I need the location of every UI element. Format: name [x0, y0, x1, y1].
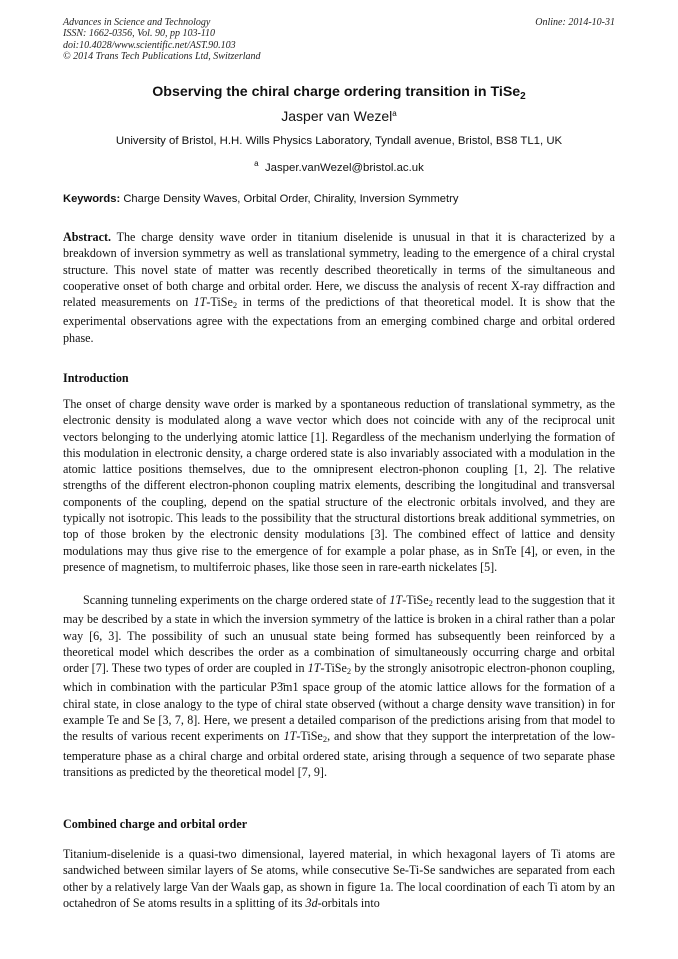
section-heading-combined-order: Combined charge and orbital order	[63, 817, 248, 831]
paragraph-text: -TiSe	[320, 661, 347, 676]
keywords-label: Keywords:	[63, 193, 121, 205]
paragraph-subscript: 2	[346, 666, 352, 677]
email-text: Jasper.vanWezel@bristol.ac.uk	[264, 162, 424, 174]
paragraph-math: 1T	[307, 661, 321, 676]
paper-title	[0, 84, 678, 102]
paragraph-math: 3d	[305, 895, 318, 910]
paragraph-text: -orbitals into	[317, 895, 380, 910]
abstract-text: -TiSe	[206, 295, 233, 310]
author-name	[0, 108, 678, 124]
abstract-text: in terms of the predictions of that theoretical model. It is show that the experimental observations agree with the expectations from an emerging combined charge and orbital ordered phase.	[63, 295, 615, 345]
email-mark: a	[254, 159, 259, 168]
title-subscript: 2	[520, 91, 526, 102]
paragraph-text: -TiSe	[296, 729, 323, 744]
keywords-text: Charge Density Waves, Orbital Order, Chirality, Inversion Symmetry	[123, 193, 459, 205]
copyright-line: © 2014 Trans Tech Publications Ltd, Switzerland	[63, 51, 261, 63]
paragraph-text: recently lead to the suggestion that it may be described by a state in which the inversion symmetry of the lattice is broken in a chiral rather than a polar way [6, 3]. The possibility of such an unusual state being formed has subsequently been reinforced by a theoretical model which describes the order as a combination of simultaneously occurring charge and orbital order [7]. These two types of order are coupled in	[63, 593, 615, 676]
online-date: Online: 2014-10-31	[535, 17, 615, 28]
author-mark: a	[392, 109, 397, 118]
paragraph-math: 1T	[283, 729, 297, 744]
title-text: Observing the chiral charge ordering transition in TiSe	[152, 84, 521, 100]
journal-header	[63, 17, 261, 63]
introduction-paragraph-1: The onset of charge density wave order is marked by a spontaneous reduction of translational symmetry, as the electronic density is modulated along a wave vector which does not coincide with any of the reciprocal unit vectors belonging to the underlying atomic lattice [1]. Regardless of the mechanism underlying the formation of this modulation in electronic density, a charge ordered state is also invariably associated with a modulation in the atomic lattice positions themselves, due to the omnipresent electron-phonon coupling [1, 2]. The relative strengths of the different electron-phonon coupling matrix elements, describing the longitudinal and transversal components of the coupling, depend on the spatial structure of the electronic orbitals involved, and they are typically not isotropic. This leads to the possibility that the structural distortions break additional symmetries, on top of those broken by the electronic density modulations [3]. The combined effect of lattice and density modulations may thus give rise to the emergence of for example a polar phase, as in SnTe [4], or even, in the presence of magnetism, to multiferroic phases, like those seen in rare-earth nickelates [5].	[63, 397, 615, 574]
abstract-subscript: 2	[232, 300, 238, 311]
section-heading-introduction: Introduction	[63, 371, 129, 385]
issn-line: ISSN: 1662-0356, Vol. 90, pp 103-110	[63, 28, 216, 40]
doi-line: doi:10.4028/www.scientific.net/AST.90.103	[63, 39, 236, 51]
abstract-text: The charge density wave order in titanium diselenide is unusual in that it is characterized by a breakdown of inversion symmetry as well as translational symmetry, leading to the emergence of a chiral crystal structure. This novel state of matter was recently described theoretically in terms of the simultaneous and cooperative onset of both charge and orbital order. Here, we discuss the analysis of recent X-ray diffraction and related measurements on	[63, 230, 615, 310]
paragraph-text: Scanning tunneling experiments on the charge ordered state of	[83, 593, 390, 607]
affiliation: University of Bristol, H.H. Wills Physics Laboratory, Tyndall avenue, Bristol, BS8 TL1, UK	[115, 135, 563, 147]
combined-order-paragraph	[63, 846, 615, 911]
paragraph-text: Titanium-diselenide is a quasi-two dimensional, layered material, in which hexagonal layers of Ti atoms are sandwiched between similar layers of Se atoms, while consecutive Se-Ti-Se sandwiches are separated from each other by a relatively large Van der Waals gap, as shown in figure 1a. The local coordination of each Ti atom by an octahedron of Se atoms results in a splitting of its	[63, 847, 615, 910]
journal-name: Advances in Science and Technology	[63, 17, 211, 28]
paragraph-text: , and show that they support the interpretation of the low-temperature phase as a chiral charge and orbital ordered state, arising through a sequence of two separate phase transitions as predicted by the theoretical model [7, 9].	[63, 729, 615, 779]
paragraph-subscript: 2	[428, 598, 433, 608]
paragraph-math: 1T	[389, 593, 403, 607]
paragraph-subscript: 2	[322, 734, 328, 745]
keywords	[63, 193, 615, 205]
abstract-paragraph	[63, 229, 615, 346]
author-email	[0, 159, 678, 174]
paragraph-text: -TiSe	[402, 593, 429, 607]
paragraph-text: by the strongly anisotropic electron-phonon coupling, which in combination with the particular P3̄m1 space group of the atomic lattice allows for the formation of a chiral state, in close analogy to the type of chiral state observed (without a charge density wave transition) in for example Te and Se [3, 7, 8]. Here, we present a detailed comparison of the predictions arising from that model to the results of various recent experiments on	[63, 661, 615, 744]
introduction-paragraph-2	[63, 592, 615, 780]
abstract-math: 1T	[193, 295, 207, 310]
author-text: Jasper van Wezel	[281, 108, 393, 124]
abstract-label: Abstract.	[63, 230, 112, 244]
